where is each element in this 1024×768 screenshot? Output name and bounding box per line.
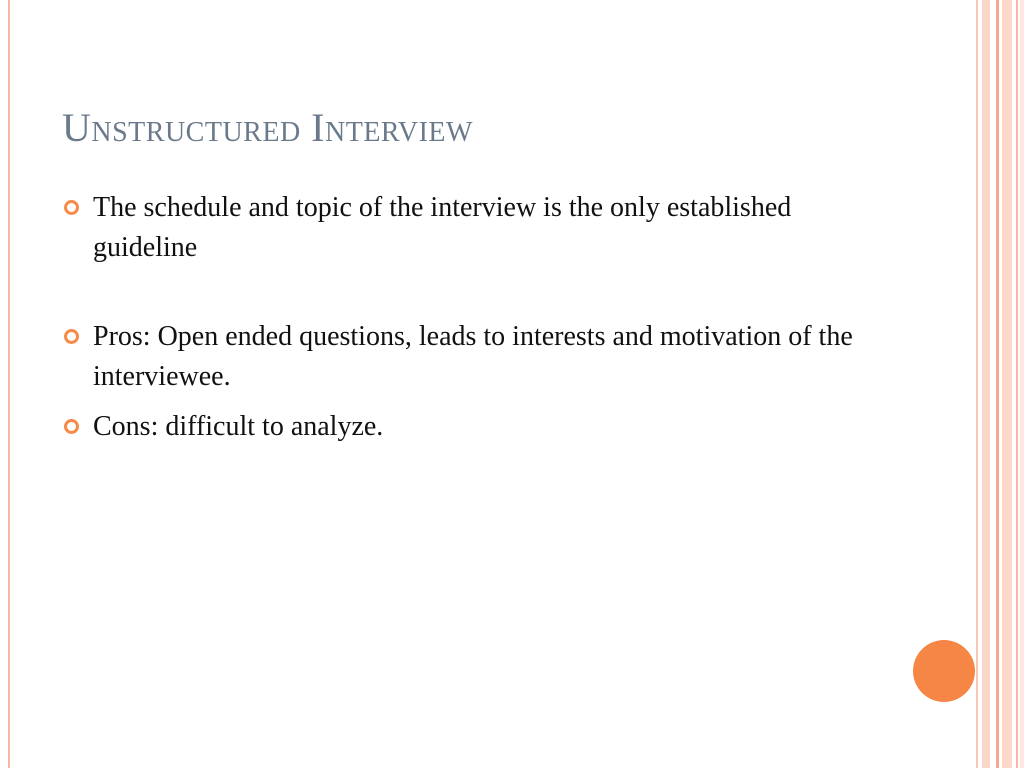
decorative-stripe xyxy=(996,0,999,768)
bullet-item xyxy=(64,188,864,268)
left-decorative-line xyxy=(8,0,10,768)
bullet-list xyxy=(64,188,864,447)
bullet-item xyxy=(64,407,864,447)
right-decorative-stripes xyxy=(976,0,1024,768)
decorative-orange-circle xyxy=(913,640,975,702)
bullet-text: The schedule and topic of the interview is the only established guideline xyxy=(93,192,792,263)
bullet-item xyxy=(64,317,864,397)
circle-bullet-icon xyxy=(64,419,79,434)
bullet-text: Pros: Open ended questions, leads to interests and motivation of the interviewee. xyxy=(93,321,853,392)
circle-bullet-icon xyxy=(64,200,79,215)
slide-title: Unstructured Interview xyxy=(62,105,473,150)
decorative-stripe xyxy=(1002,0,1012,768)
decorative-stripe xyxy=(1016,0,1018,768)
circle-bullet-icon xyxy=(64,329,79,344)
bullet-text: Cons: difficult to analyze. xyxy=(93,411,384,442)
decorative-stripe xyxy=(982,0,990,768)
decorative-stripe xyxy=(1020,0,1024,768)
decorative-stripe xyxy=(976,0,978,768)
